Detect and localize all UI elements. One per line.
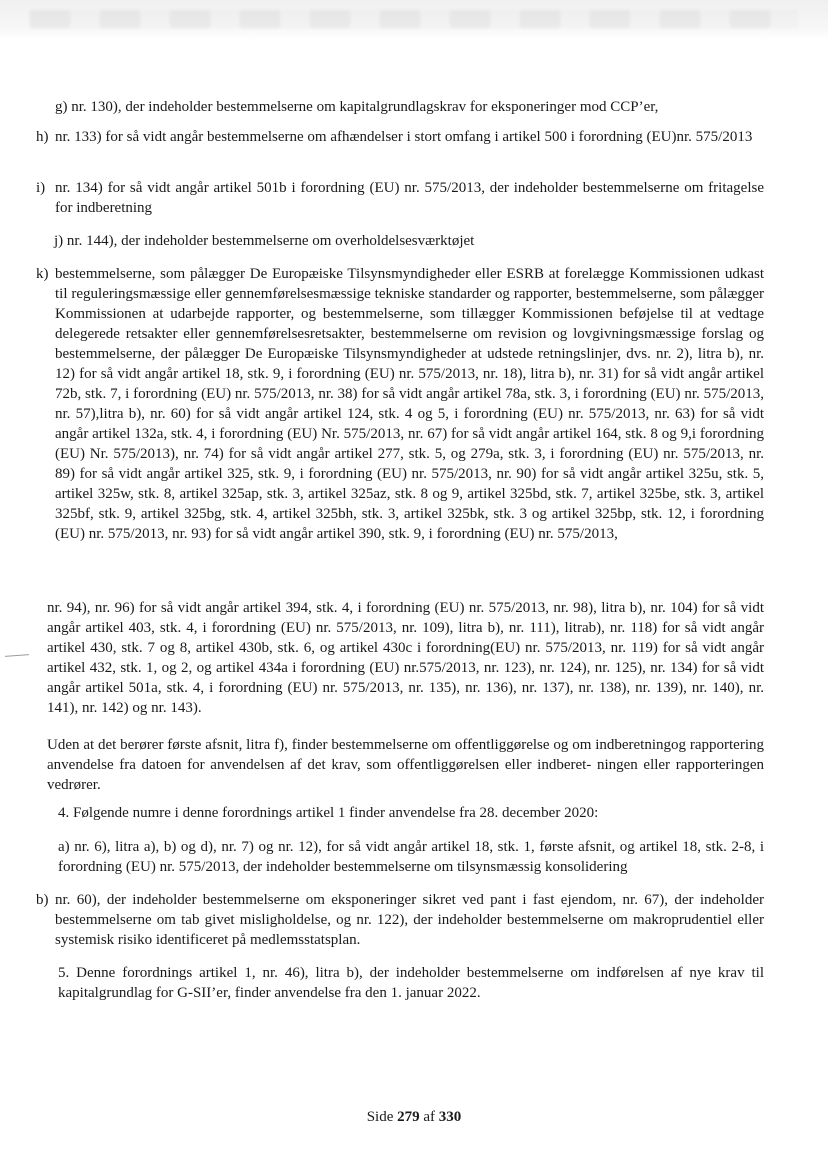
- list-item-j: j) nr. 144), der indeholder bestemmelserne om overholdelsesværktøjet: [54, 233, 475, 249]
- list-label-i: i): [36, 180, 46, 196]
- list-item-g: g) nr. 130), der indeholder bestemmelserne om kapitalgrundlagskrav for eksponeringer mod CCP’er,: [55, 99, 659, 115]
- list-label-k: k): [36, 266, 49, 282]
- list-label-h: h): [36, 129, 49, 145]
- list-item-h: [36, 127, 764, 167]
- list-item-i: [36, 178, 764, 218]
- list-text-h: nr. 133) for så vidt angår bestemmelserne om afhændelser i stort omfang i artikel 500 i forordning (EU)nr. 575/2013: [55, 129, 753, 145]
- list-text-k: bestemmelserne, som pålægger De Europæiske Tilsynsmyndigheder eller ESRB at forelægge Kommissionen udkast til reguleringsmæssige eller gennemførelsesmæssige tekniske standarder og rapporter, bestemmelserne, som pålægger Kommissionen at udarbejde rapporter, og bestemmelserne, som tillægger Kommissionen beføjelse til at vedtage delegerede retsakter eller gennemførelsesretsakter, bestemmelserne om revision og lovgivningsmæssige forslag og bestemmelserne, der pålægger De Europæiske Tilsynsmyndigheder at udstede retningslinjer, dvs. nr. 2), litra b), nr. 12) for så vidt angår artikel 18, stk. 9, i forordning (EU) nr. 575/2013, nr. 18), litra b), nr. 31) for så vidt angår artikel 72b, stk. 7, i forordning (EU) nr. 575/2013, nr. 38) for så vidt angår artikel 78a, stk. 3, i forordning (EU) nr. 575/2013, nr. 57),litra b), nr. 60) for så vidt angår artikel 124, stk. 4 og 5, i forordning (EU) nr. 575/2013, nr. 63) for så vidt angår artikel 132a, stk. 4, i forordning (EU) Nr. 575/2013, nr. 67) for så vidt angår artikel 164, stk. 8 og 9,i forordning (EU) Nr. 575/2013), nr. 74) for så vidt angår artikel 277, stk. 5, og 279a, stk. 3, i forordning (EU) nr. 575/2013, nr. 89) for så vidt angår artikel 325, stk. 9, i forordning (EU) nr. 575/2013, nr. 90) for så vidt angår artikel 325u, stk. 5, artikel 325w, stk. 8, artikel 325ap, stk. 3, artikel 325az, stk. 8 og 9, artikel 325bd, stk. 7, artikel 325be, stk. 3, artikel 325bf, stk. 9, artikel 325bg, stk. 4, artikel 325bh, stk. 3, artikel 325bk, stk. 3 og artikel 325bp, stk. 12, i forordning (EU) nr. 575/2013, nr. 93) for så vidt angår artikel 390, stk. 9, i forordning (EU) nr. 575/2013,: [55, 266, 764, 542]
- list-label-b: b): [36, 892, 49, 908]
- footer-of: af: [423, 1109, 436, 1125]
- list-item-k: [36, 264, 764, 584]
- list-item-a: a) nr. 6), litra a), b) og d), nr. 7) og nr. 12), for så vidt angår artikel 18, stk. 1, første afsnit, og artikel 18, stk. 2-8, i forordning (EU) nr. 575/2013, der indeholder bestemmelserne om tilsynsmæssig konsolidering: [58, 839, 764, 875]
- footer-page-total: 330: [438, 1109, 462, 1125]
- list-item-b: [36, 890, 764, 950]
- list-text-i: nr. 134) for så vidt angår artikel 501b i forordning (EU) nr. 575/2013, der indeholder bestemmelserne om fritagelse for indberetning: [55, 180, 764, 216]
- page-footer: [0, 1109, 828, 1126]
- paragraph-uden: Uden at det berører første afsnit, litra f), finder bestemmelserne om offentliggørelse og om indberetningog rapportering anvendelse fra datoen for anvendelsen af det krav, som offentliggørelsen eller indberet- ningen eller rapporteringen vedrører.: [47, 737, 764, 793]
- scan-mark: [5, 654, 29, 657]
- footer-page-number: 279: [397, 1109, 420, 1125]
- paragraph-5: 5. Denne forordnings artikel 1, nr. 46), litra b), der indeholder bestemmelserne om indførelsen af nye krav til kapitalgrundlag for G-SII’er, finder anvendelse fra den 1. januar 2022.: [58, 965, 764, 1001]
- list-text-b: nr. 60), der indeholder bestemmelserne om eksponeringer sikret ved pant i fast ejendom, nr. 67), der indeholder bestemmelserne om tab givet misligholdelse, og nr. 122), der indeholder bestemmelserne om makroprudentiel eller systemisk risiko identificeret på medlemsstatsplan.: [55, 892, 764, 948]
- list-item-k-continued: nr. 94), nr. 96) for så vidt angår artikel 394, stk. 4, i forordning (EU) nr. 575/2013, nr. 98), litra b), nr. 104) for så vidt angår artikel 403, stk. 4, i forordning (EU) nr. 575/2013, nr. 109), litra b), nr. 111), litrab), nr. 118) for så vidt angår artikel 430, stk. 7 og 8, artikel 430b, stk. 6, og artikel 430c i forordning(EU) nr. 575/2013, nr. 119) for så vidt angår artikel 432, stk. 1, og 2, og artikel 434a i forordning (EU) nr.575/2013, nr. 123), nr. 124), nr. 125), nr. 134) for så vidt angår artikel 501a, stk. 4, i forordning (EU) nr. 575/2013, nr. 135), nr. 136), nr. 137), nr. 138), nr. 139), nr. 140), nr. 141), nr. 142) og nr. 143).: [47, 600, 764, 716]
- footer-prefix: Side: [366, 1109, 394, 1125]
- paragraph-4: 4. Følgende numre i denne forordnings artikel 1 finder anvendelse fra 28. december 2020:: [58, 805, 599, 821]
- scan-header-band: [0, 0, 828, 40]
